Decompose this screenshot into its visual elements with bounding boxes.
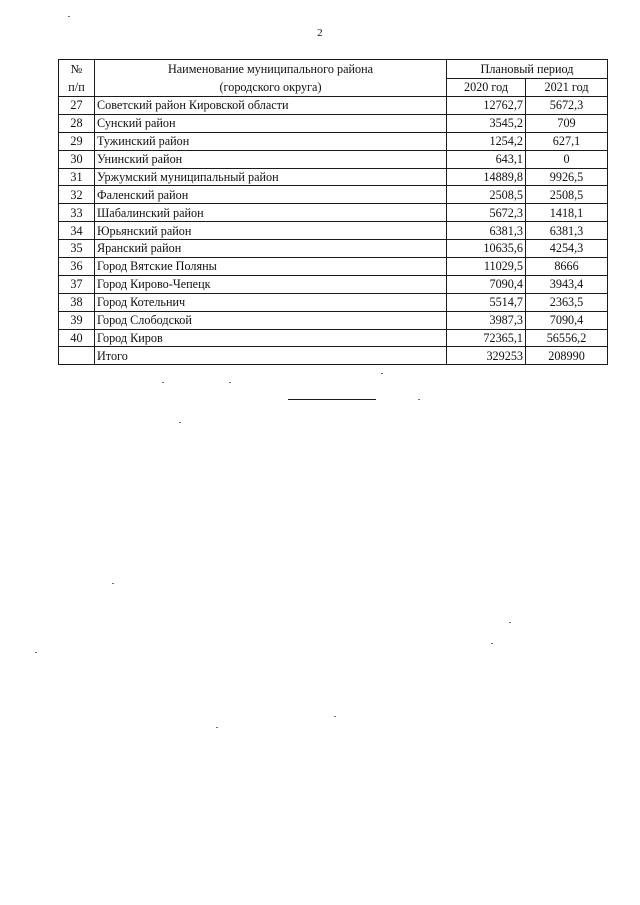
- row-number-cell: 35: [59, 240, 95, 258]
- row-2021-value: 1418,1: [526, 204, 608, 222]
- row-number-cell: 31: [59, 168, 95, 186]
- table-row: [59, 150, 608, 168]
- table-row: [59, 222, 608, 240]
- row-number-cell: 33: [59, 204, 95, 222]
- row-2020-value: 6381,3: [447, 222, 526, 240]
- row-name-cell: Уржумский муниципальный район: [95, 168, 447, 186]
- total-number-cell: [59, 347, 95, 365]
- table-row: [59, 258, 608, 276]
- scan-speck: [179, 422, 181, 423]
- scan-speck: [418, 399, 420, 400]
- end-separator-line: [288, 399, 376, 400]
- table-body: [59, 60, 608, 365]
- scan-speck: [216, 727, 218, 728]
- row-name-cell: Советский район Кировской области: [95, 97, 447, 115]
- row-name-cell: Яранский район: [95, 240, 447, 258]
- header-name-label: Наименование муниципального района: [167, 62, 374, 76]
- row-2020-value: 14889,8: [447, 168, 526, 186]
- header-number-label: №: [70, 62, 83, 76]
- row-2021-value: 9926,5: [526, 168, 608, 186]
- row-number-cell: 30: [59, 150, 95, 168]
- row-number-cell: 38: [59, 293, 95, 311]
- table-row: [59, 293, 608, 311]
- header-period-label: Плановый период: [480, 61, 574, 76]
- row-2020-value: 3987,3: [447, 311, 526, 329]
- row-2020-value: 3545,2: [447, 114, 526, 132]
- scan-speck: [35, 652, 37, 653]
- scan-speck: [229, 382, 231, 383]
- table-header-row: [59, 60, 608, 79]
- row-number-cell: 28: [59, 114, 95, 132]
- scan-speck: [334, 716, 336, 717]
- table-row: [59, 97, 608, 115]
- row-name-cell: Город Киров: [95, 329, 447, 347]
- row-2020-value: 11029,5: [447, 258, 526, 276]
- row-number-cell: 29: [59, 132, 95, 150]
- scan-speck: [112, 583, 114, 584]
- table-row: [59, 275, 608, 293]
- header-name-cell: [95, 60, 447, 97]
- row-name-cell: Город Слободской: [95, 311, 447, 329]
- row-2021-value: 4254,3: [526, 240, 608, 258]
- table-row: [59, 186, 608, 204]
- row-name-cell: Фаленский район: [95, 186, 447, 204]
- row-name-cell: Тужинский район: [95, 132, 447, 150]
- header-name-sublabel: (городского округа): [219, 80, 322, 94]
- table-row: [59, 132, 608, 150]
- table-row: [59, 168, 608, 186]
- row-2021-value: 8666: [526, 258, 608, 276]
- row-2020-value: 5672,3: [447, 204, 526, 222]
- row-number-cell: 34: [59, 222, 95, 240]
- scan-speck: [68, 16, 70, 17]
- row-name-cell: Город Котельнич: [95, 293, 447, 311]
- row-2020-value: 5514,7: [447, 293, 526, 311]
- table-row: [59, 204, 608, 222]
- row-2020-value: 7090,4: [447, 275, 526, 293]
- row-name-cell: Юрьянский район: [95, 222, 447, 240]
- row-2021-value: 7090,4: [526, 311, 608, 329]
- header-period-cell: [447, 60, 608, 79]
- row-name-cell: Город Вятские Поляны: [95, 258, 447, 276]
- table-row: [59, 240, 608, 258]
- total-label: Итого: [95, 347, 447, 365]
- row-2021-value: 709: [526, 114, 608, 132]
- row-number-cell: 37: [59, 275, 95, 293]
- header-year-2021: 2021 год: [526, 78, 608, 97]
- row-2020-value: 12762,7: [447, 97, 526, 115]
- table-row: [59, 311, 608, 329]
- scan-speck: [509, 622, 511, 623]
- row-number-cell: 40: [59, 329, 95, 347]
- row-name-cell: Сунский район: [95, 114, 447, 132]
- row-2021-value: 5672,3: [526, 97, 608, 115]
- row-number-cell: 36: [59, 258, 95, 276]
- row-2020-value: 643,1: [447, 150, 526, 168]
- table-total-row: [59, 347, 608, 365]
- row-name-cell: Унинский район: [95, 150, 447, 168]
- total-2020-value: 329253: [447, 347, 526, 365]
- row-2021-value: 3943,4: [526, 275, 608, 293]
- row-2020-value: 10635,6: [447, 240, 526, 258]
- budget-table: [58, 59, 608, 365]
- row-2021-value: 56556,2: [526, 329, 608, 347]
- header-number-sublabel: п/п: [68, 80, 85, 94]
- row-2021-value: 627,1: [526, 132, 608, 150]
- table-row: [59, 329, 608, 347]
- row-2020-value: 1254,2: [447, 132, 526, 150]
- scan-speck: [162, 382, 164, 383]
- row-number-cell: 39: [59, 311, 95, 329]
- row-2021-value: 0: [526, 150, 608, 168]
- header-year-2020: 2020 год: [447, 78, 526, 97]
- header-number-cell: [59, 60, 95, 97]
- row-2021-value: 2363,5: [526, 293, 608, 311]
- row-number-cell: 27: [59, 97, 95, 115]
- scan-speck: [491, 643, 493, 644]
- row-2020-value: 72365,1: [447, 329, 526, 347]
- row-name-cell: Шабалинский район: [95, 204, 447, 222]
- scan-speck: [381, 373, 383, 374]
- row-2021-value: 6381,3: [526, 222, 608, 240]
- table-row: [59, 114, 608, 132]
- total-2021-value: 208990: [526, 347, 608, 365]
- row-2020-value: 2508,5: [447, 186, 526, 204]
- page-number: 2: [317, 27, 323, 39]
- row-name-cell: Город Кирово-Чепецк: [95, 275, 447, 293]
- row-number-cell: 32: [59, 186, 95, 204]
- row-2021-value: 2508,5: [526, 186, 608, 204]
